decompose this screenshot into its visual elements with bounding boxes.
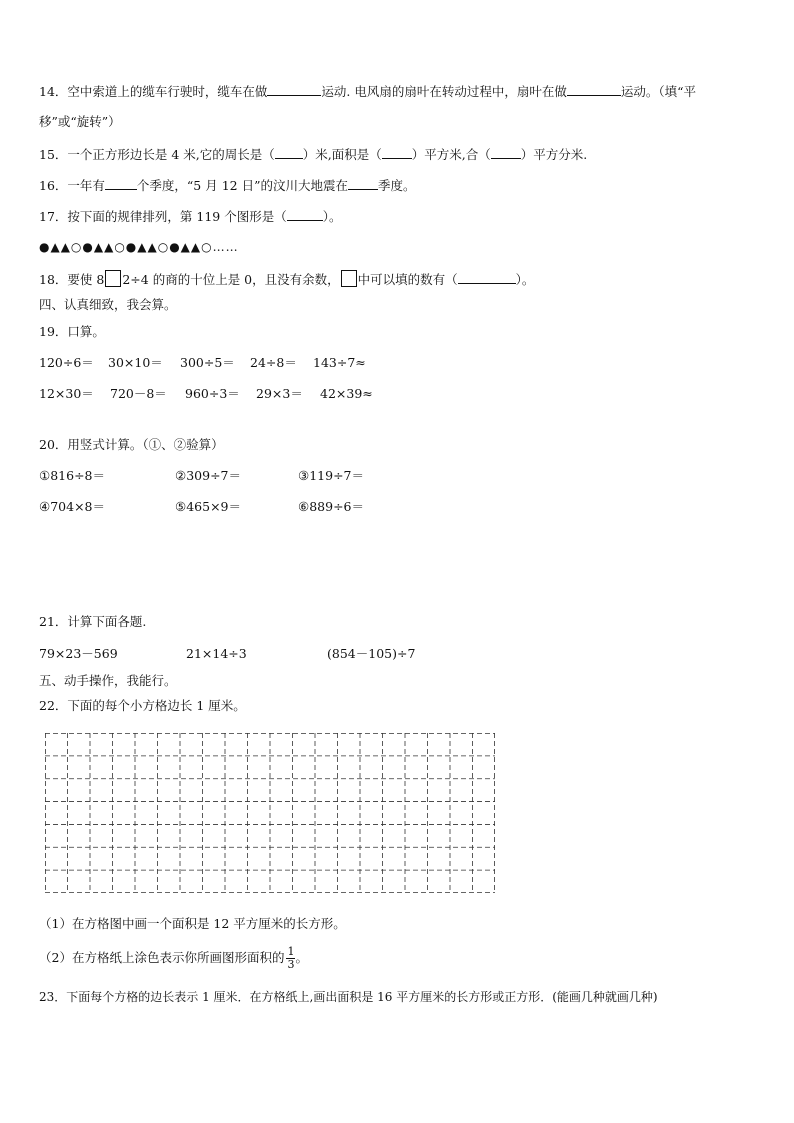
q22-title: 22．下面的每个小方格边长 1 厘米。	[39, 698, 246, 713]
q15-blank-dm2[interactable]	[491, 146, 521, 159]
q16-text-a: 16．一年有	[39, 178, 105, 193]
fraction-numerator: 1	[287, 945, 295, 958]
q14-line1	[39, 83, 696, 100]
q21-item: (854－105)÷7	[327, 646, 416, 661]
q20-item: ①816÷8＝	[39, 468, 105, 483]
section5-heading: 五、动手操作，我能行。	[39, 673, 177, 688]
q19-item: 42×39≈	[320, 386, 373, 401]
q19-item: 12×30＝	[39, 386, 94, 401]
q23-text: 23．下面每个方格的边长表示 1 厘米．在方格纸上,画出面积是 16 平方厘米的长方形或正方形．(能画几种就画几种)	[39, 990, 658, 1004]
q19-item: 720－8＝	[110, 386, 167, 401]
q19-row2	[39, 386, 459, 402]
q18-text-a: 18．要使 8	[39, 272, 105, 287]
q16-line	[39, 177, 415, 194]
q20-item: ③119÷7＝	[298, 468, 364, 483]
q14-blank-1[interactable]	[267, 83, 321, 96]
q22-sub2-end: 。	[295, 950, 308, 965]
q15-blank-area[interactable]	[382, 146, 412, 159]
q16-text-c: 季度。	[377, 178, 416, 193]
q18-text-d: ）。	[515, 272, 535, 287]
section4-heading: 四、认真细致，我会算。	[39, 297, 177, 312]
q17-text-a: 17．按下面的规律排列，第 119 个图形是（	[39, 209, 287, 224]
q21-row	[39, 646, 439, 662]
q22-sub1: （1）在方格图中画一个面积是 12 平方厘米的长方形。	[39, 916, 346, 931]
q20-row2	[39, 499, 399, 515]
q20-title: 20．用竖式计算。（①、②验算）	[39, 437, 224, 452]
q21-title: 21．计算下面各题.	[39, 614, 147, 629]
fraction-denominator: 3	[287, 958, 295, 971]
q22-sub2	[39, 945, 308, 971]
q20-row1	[39, 468, 399, 484]
q17-blank[interactable]	[287, 208, 323, 221]
q20-item: ⑥889÷6＝	[298, 499, 364, 514]
q21-item: 79×23－569	[39, 646, 118, 661]
q18-text-c: 中可以填的数有（	[357, 272, 458, 287]
q15-blank-perimeter[interactable]	[275, 146, 303, 159]
q14-line2: 移”或“旋转”）	[39, 114, 121, 129]
q19-item: 29×3＝	[256, 386, 303, 401]
q14-blank-2[interactable]	[567, 83, 621, 96]
q18-blank[interactable]	[458, 271, 516, 284]
q19-title: 19．口算。	[39, 324, 105, 339]
q21-item: 21×14÷3	[186, 646, 247, 661]
q19-item: 300÷5＝	[180, 355, 235, 370]
q19-item: 960÷3＝	[185, 386, 240, 401]
q18-text-b: 2÷4 的商的十位上是 0，且没有余数，	[122, 272, 340, 287]
q15-line	[39, 146, 587, 163]
q14-text-a: 14．空中索道上的缆车行驶时，缆车在做	[39, 84, 268, 99]
q16-blank-seasons[interactable]	[105, 177, 137, 190]
q17-text-b: ）。	[322, 209, 342, 224]
q18-digit-box-ref	[341, 270, 357, 287]
q16-text-b: 个季度，“5 月 12 日”的汶川大地震在	[136, 178, 348, 193]
q20-item: ⑤465×9＝	[175, 499, 241, 514]
q15-text-a: 15．一个正方形边长是 4 米,它的周长是（	[39, 147, 275, 162]
q20-item: ②309÷7＝	[175, 468, 241, 483]
q18-digit-box[interactable]	[105, 270, 121, 287]
q22-sub2-text: （2）在方格纸上涂色表示你所画图形面积的	[39, 950, 285, 965]
q15-text-d: ）平方分米.	[520, 147, 588, 162]
q19-item: 143÷7≈	[313, 355, 366, 370]
q19-item: 120÷6＝	[39, 355, 94, 370]
q20-item: ④704×8＝	[39, 499, 105, 514]
q19-item: 30×10＝	[108, 355, 163, 370]
q22-grid-paper[interactable]	[45, 733, 495, 893]
q17-pattern: ●▲▲○●▲▲○●▲▲○●▲▲○……	[39, 240, 239, 254]
q17-line	[39, 208, 341, 225]
q19-item: 24÷8＝	[250, 355, 297, 370]
q15-text-c: ）平方米,合（	[411, 147, 491, 162]
q14-text-c: 运动。（填“平	[620, 84, 697, 99]
q16-blank-season[interactable]	[348, 177, 378, 190]
q18-line	[39, 270, 534, 288]
q19-row1	[39, 355, 459, 371]
grid-svg	[45, 733, 495, 893]
q15-text-b: ）米,面积是（	[302, 147, 382, 162]
q14-text-b: 运动. 电风扇的扇叶在转动过程中，扇叶在做	[321, 84, 567, 99]
